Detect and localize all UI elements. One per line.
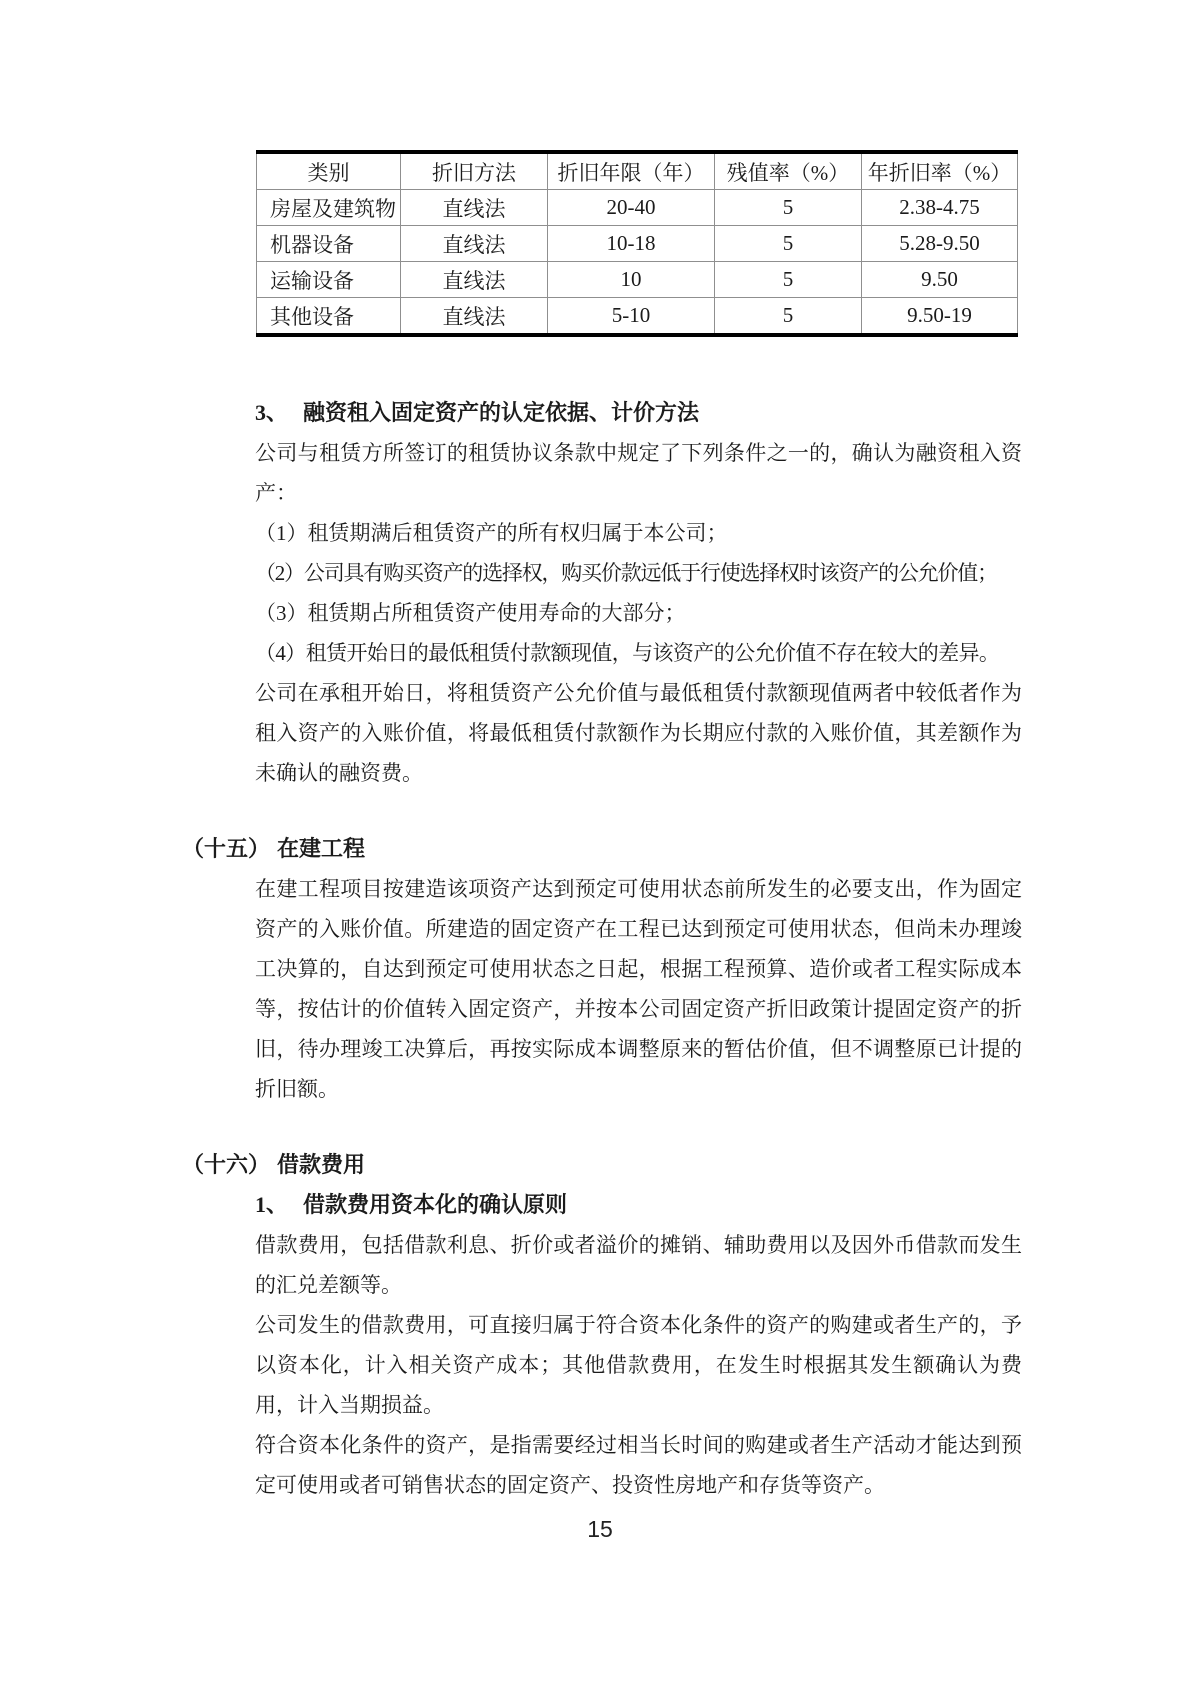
section-16-sub-number: 1、 <box>255 1192 289 1217</box>
cell-years: 5-10 <box>548 298 715 336</box>
page-number: 15 <box>587 1516 613 1542</box>
cell-residual-rate: 5 <box>715 190 862 226</box>
cell-years: 10-18 <box>548 226 715 262</box>
cell-method: 直线法 <box>401 298 548 336</box>
cell-category: 运输设备 <box>257 262 401 298</box>
cell-method: 直线法 <box>401 226 548 262</box>
depreciation-table <box>256 150 1018 337</box>
table-row <box>257 298 1018 336</box>
section-15-number: （十五） <box>182 836 271 861</box>
cell-years: 20-40 <box>548 190 715 226</box>
section-16-heading <box>182 1145 1022 1185</box>
section-16-number: （十六） <box>182 1152 271 1177</box>
cell-annual-rate: 5.28-9.50 <box>862 226 1018 262</box>
section-15-heading <box>182 829 1022 869</box>
cell-residual-rate: 5 <box>715 226 862 262</box>
section-3-condition-4: （4）租赁开始日的最低租赁付款额现值，与该资产的公允价值不存在较大的差异。 <box>255 641 1000 665</box>
header-years: 折旧年限（年） <box>548 152 715 190</box>
header-method: 折旧方法 <box>401 152 548 190</box>
table-header-row <box>257 152 1018 190</box>
table-row <box>257 262 1018 298</box>
cell-category: 其他设备 <box>257 298 401 336</box>
section-16-title: 借款费用 <box>277 1152 366 1177</box>
header-category: 类别 <box>257 152 401 190</box>
cell-category: 机器设备 <box>257 226 401 262</box>
section-16-sub-title: 借款费用资本化的确认原则 <box>303 1192 568 1217</box>
section-3-condition-1: （1）租赁期满后租赁资产的所有权归属于本公司； <box>255 521 728 545</box>
section-16-sub-heading <box>255 1185 1022 1225</box>
section-16-paragraph-1: 借款费用，包括借款利息、折价或者溢价的摊销、辅助费用以及因外币借款而发生的汇兑差额等。 <box>255 1233 1022 1297</box>
table-row <box>257 226 1018 262</box>
section-3-condition-2: （2）公司具有购买资产的选择权，购买价款远低于行使选择权时该资产的公允价值； <box>255 561 997 585</box>
section-3-title: 融资租入固定资产的认定依据、计价方法 <box>303 400 700 425</box>
cell-years: 10 <box>548 262 715 298</box>
header-residual-rate: 残值率（%） <box>715 152 862 190</box>
cell-annual-rate: 2.38-4.75 <box>862 190 1018 226</box>
section-3-number: 3、 <box>255 400 289 425</box>
section-16-paragraph-2: 公司发生的借款费用，可直接归属于符合资本化条件的资产的购建或者生产的，予以资本化，计入相关资产成本；其他借款费用，在发生时根据其发生额确认为费用，计入当期损益。 <box>255 1313 1022 1417</box>
cell-annual-rate: 9.50 <box>862 262 1018 298</box>
section-15-title: 在建工程 <box>277 836 366 861</box>
cell-category: 房屋及建筑物 <box>257 190 401 226</box>
cell-residual-rate: 5 <box>715 298 862 336</box>
table-row <box>257 190 1018 226</box>
header-annual-rate: 年折旧率（%） <box>862 152 1018 190</box>
section-15-paragraph: 在建工程项目按建造该项资产达到预定可使用状态前所发生的必要支出，作为固定资产的入账价值。所建造的固定资产在工程已达到预定可使用状态，但尚未办理竣工决算的，自达到预定可使用状态之日起，根据工程预算、造价或者工程实际成本等，按估计的价值转入固定资产，并按本公司固定资产折旧政策计提固定资产的折旧，待办理竣工决算后，再按实际成本调整原来的暂估价值，但不调整原已计提的折旧额。 <box>255 877 1022 1101</box>
section-3-condition-3: （3）租赁期占所租赁资产使用寿命的大部分； <box>255 601 686 625</box>
cell-residual-rate: 5 <box>715 262 862 298</box>
cell-method: 直线法 <box>401 262 548 298</box>
section-3-closing-paragraph: 公司在承租开始日，将租赁资产公允价值与最低租赁付款额现值两者中较低者作为租入资产的入账价值，将最低租赁付款额作为长期应付款的入账价值，其差额作为未确认的融资费。 <box>255 681 1022 785</box>
cell-annual-rate: 9.50-19 <box>862 298 1018 336</box>
section-3-intro-paragraph: 公司与租赁方所签订的租赁协议条款中规定了下列条件之一的，确认为融资租入资产： <box>255 441 1022 505</box>
section-16-paragraph-3: 符合资本化条件的资产，是指需要经过相当长时间的购建或者生产活动才能达到预定可使用或者可销售状态的固定资产、投资性房地产和存货等资产。 <box>255 1433 1022 1497</box>
cell-method: 直线法 <box>401 190 548 226</box>
section-3-heading <box>255 393 1022 433</box>
